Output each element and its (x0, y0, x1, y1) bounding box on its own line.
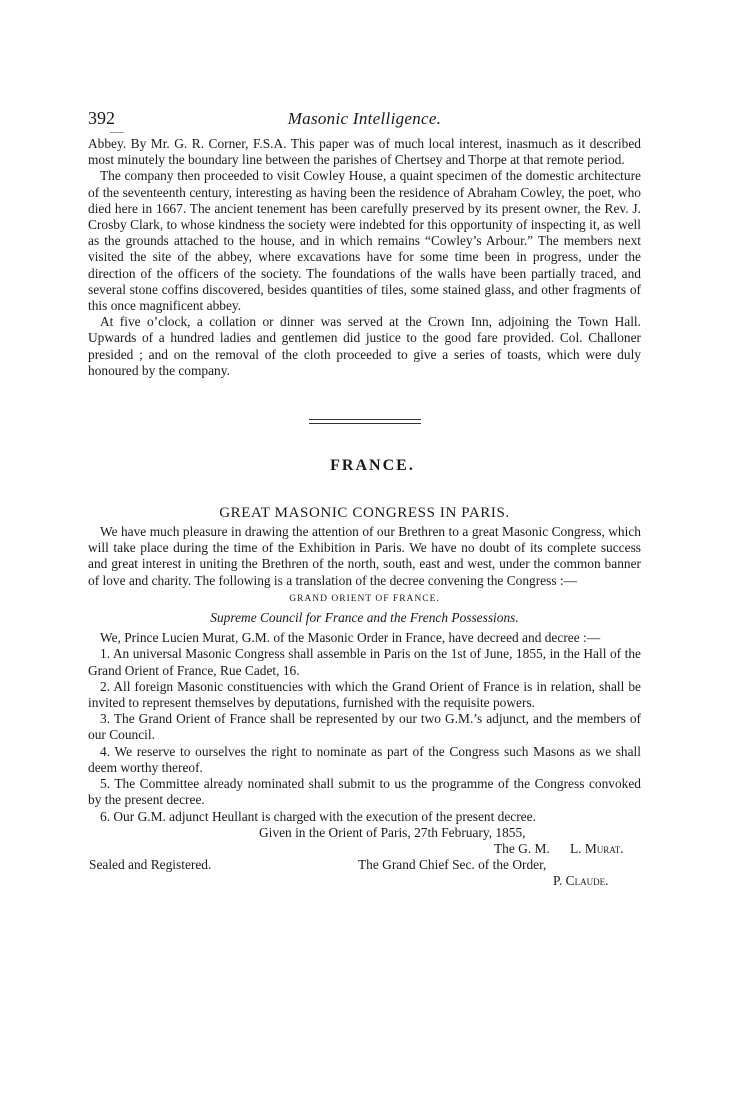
decree-subheading: Supreme Council for France and the French Possessions. (210, 610, 519, 626)
given-line (88, 825, 641, 841)
header-rule (110, 132, 124, 133)
decree-heading: GRAND ORIENT OF FRANCE. (289, 593, 440, 604)
article-intro: We have much pleasure in drawing the attention of our Brethren to a great Masonic Congress, which will take place during the time of the Exhibition in Paris. We have no doubt of its complete success and great interest in uniting the Brethren of the north, south, east and west, under the common banner of love and charity. The following is a translation of the decree convening the Congress :— (88, 524, 641, 588)
decree-paragraph: 5. The Committee already nominated shall submit to us the programme of the Congress convoked by the present decree. (88, 776, 641, 808)
intro-paragraph: The company then proceeded to visit Cowley House, a quaint specimen of the domestic architecture of the seventeenth century, interesting as having been the residence of Abraham Cowley, the poet, who died here in 1667. The ancient tenement has been carefully preserved by its present owner, the Rev. J. Crosby Clark, to whose kindness the society were indebted for this opportunity of inspecting it, as well as the grounds attached to the house, and in which remains “Cowley’s Arbour.” The members next visited the site of the abbey, where excavations have for some time been in progress, under the direction of the officers of the society. The foundations of the walls have been partially traced, and several stone coffins discovered, besides quantities of tiles, some stained glass, and other fragments of this once magnificent abbey. (88, 168, 641, 314)
sealed-text: Sealed and Registered. (89, 856, 212, 872)
decree-paragraph: 2. All foreign Masonic constituencies with which the Grand Orient of France is in relation, shall be invited to represent themselves by deputations, furnished with the requisite powers. (88, 678, 641, 711)
article-body (88, 524, 641, 825)
decree-paragraph: 3. The Grand Orient of France shall be represented by our two G.M.’s adjunct, and the members of our Council. (88, 711, 641, 743)
decree-paragraph: 4. We reserve to ourselves the right to nominate as part of the Congress such Masons as we shall deem worthy thereof. (88, 743, 641, 775)
section-title: FRANCE. (330, 457, 415, 475)
decree-paragraph: 6. Our G.M. adjunct Heullant is charged with the execution of the present decree. (100, 808, 536, 824)
decree-paragraph: We, Prince Lucien Murat, G.M. of the Masonic Order in France, have decreed and decree :— (100, 630, 601, 646)
chief-sec-text: The Grand Chief Sec. of the Order, (358, 856, 547, 872)
article-title: GREAT MASONIC CONGRESS IN PARIS. (219, 505, 510, 522)
claude-line (88, 873, 641, 889)
given-text: Given in the Orient of Paris, 27th February, 1855, (259, 824, 526, 840)
intro-section (88, 136, 641, 379)
intro-paragraph: At five o’clock, a collation or dinner was served at the Crown Inn, adjoining the Town Hall. Upwards of a hundred ladies and gentlemen did justice to the good fare provided. Col. Challoner presided ; and on the removal of the cloth proceeded to give a series of toasts, which were duly honoured by the company. (88, 314, 641, 378)
section-divider (309, 419, 421, 427)
gm-prefix: The G. M. (494, 840, 550, 856)
page (88, 108, 641, 889)
decree-paragraph: 1. An universal Masonic Congress shall assemble in Paris on the 1st of June, 1855, in the Hall of the Grand Orient of France, Rue Cadet, 16. (88, 646, 641, 678)
running-title: Masonic Intelligence. (287, 109, 442, 128)
gm-signature-line (88, 841, 641, 857)
gm-name: L. Murat. (570, 840, 624, 856)
page-number: 392 (88, 108, 115, 128)
intro-paragraph: Abbey. By Mr. G. R. Corner, F.S.A. This paper was of much local interest, inasmuch as it described most minutely the boundary line between the parishes of Chertsey and Thorpe at that remote period. (88, 136, 641, 168)
running-head (88, 108, 641, 136)
sealed-line (88, 857, 641, 873)
claude-signature: P. Claude. (553, 872, 609, 888)
